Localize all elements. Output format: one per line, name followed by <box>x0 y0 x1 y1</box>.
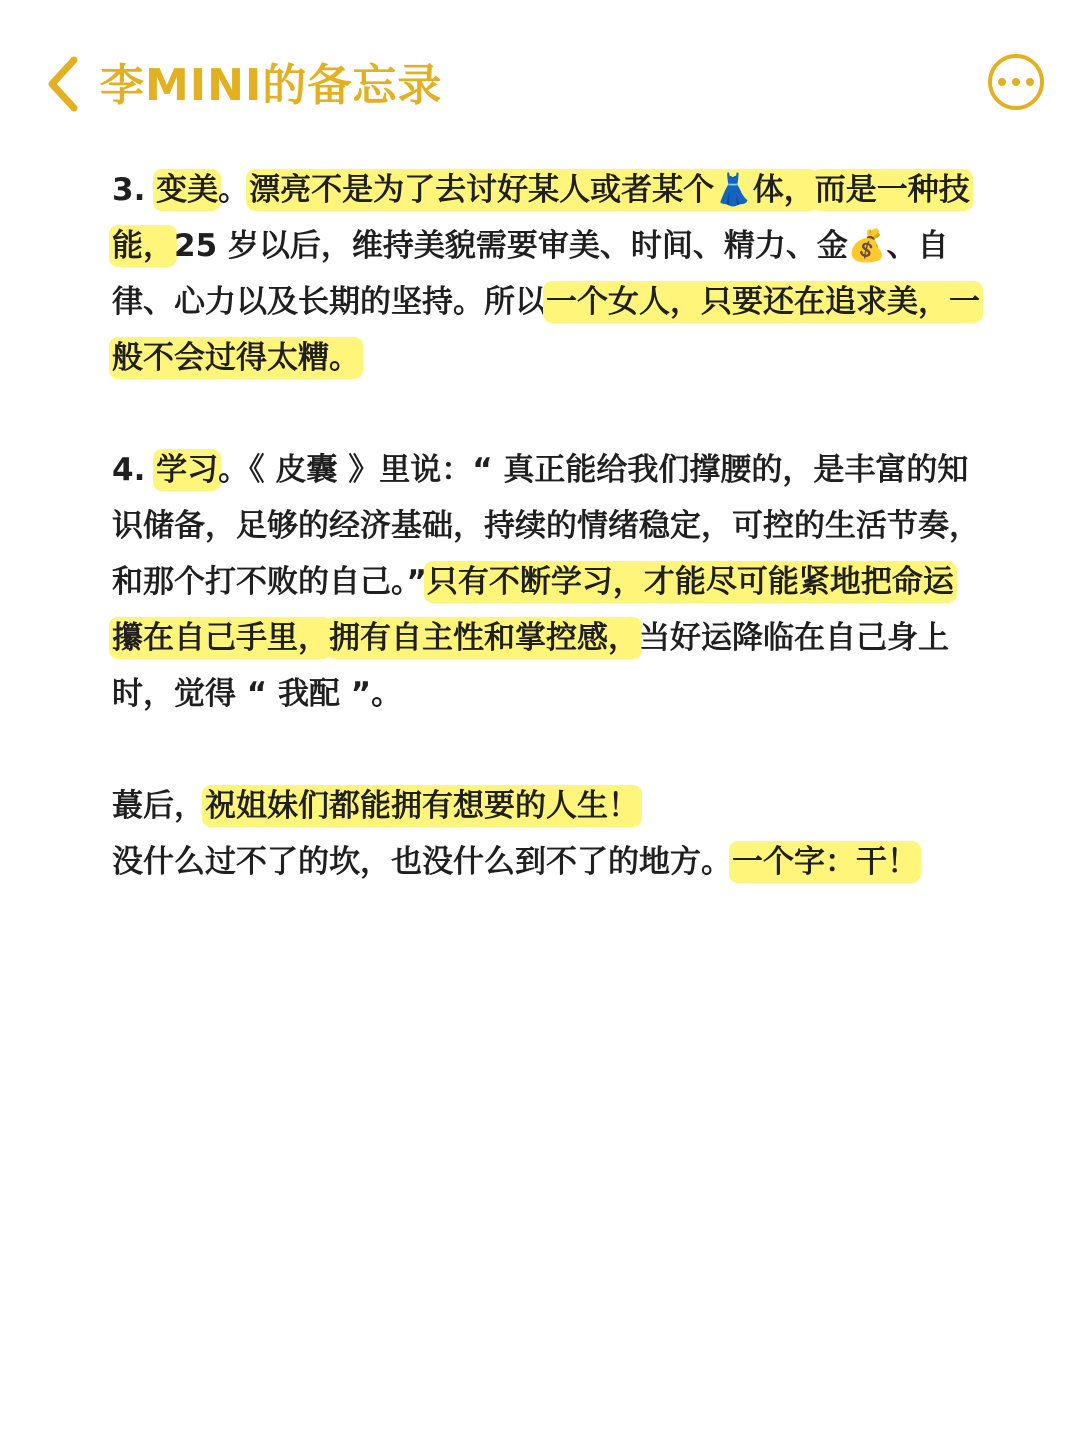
note-text: 25 岁以后，维持美貌需要审美、时间、精力、金💰、自律、心力以及长期的坚持。所以 <box>112 228 949 320</box>
back-button[interactable] <box>34 54 90 114</box>
more-dot <box>1026 78 1034 86</box>
note-text: 。 <box>218 172 250 208</box>
paragraph-gap <box>112 386 980 442</box>
note-paragraph <box>112 778 980 890</box>
note-paragraph <box>112 162 980 386</box>
highlighted-text: 变美 <box>156 172 219 208</box>
chevron-left-icon <box>42 54 82 114</box>
highlighted-text: 漂亮不是为了去讨好某人或者某个👗体， <box>249 172 815 208</box>
more-dot <box>1012 78 1020 86</box>
highlighted-text: 而是一种技能， <box>112 172 970 264</box>
note-text: 蕞后， <box>112 788 205 824</box>
more-dots-icon <box>998 78 1006 86</box>
more-button[interactable] <box>988 54 1044 110</box>
highlighted-text: 只有不断学习，才能尽可能紧地把命运攥在自己手里， <box>112 564 954 656</box>
note-text: 4. <box>112 452 157 488</box>
note-text: 。《 皮囊 》里说：“ 真正能给我们撑腰的，是丰富的知识储备，足够的经济基础，持续的情绪稳定，可控的生活节奏，和那个打不败的自己。” <box>112 452 980 600</box>
note-text: 3. <box>112 172 157 208</box>
nav-bar <box>0 0 1080 170</box>
highlighted-text: 学习 <box>156 452 219 488</box>
highlighted-text: 一个字：干！ <box>732 844 918 880</box>
note-paragraph <box>112 442 980 722</box>
note-body[interactable] <box>112 162 980 890</box>
highlighted-text: 一个女人，只要还在追求美，一般不会过得太糟。 <box>112 284 980 376</box>
paragraph-gap <box>112 722 980 778</box>
note-text: 没什么过不了的坎，也没什么到不了的地方。 <box>112 844 732 880</box>
highlighted-text: 祝姐妹们都能拥有想要的人生！ <box>205 788 639 824</box>
page-title: 李MINI的备忘录 <box>100 60 443 111</box>
highlighted-text: 拥有自主性和掌控感， <box>329 620 639 656</box>
note-text: 当好运降临在自己身上时，觉得 “ 我配 ”。 <box>112 620 949 712</box>
